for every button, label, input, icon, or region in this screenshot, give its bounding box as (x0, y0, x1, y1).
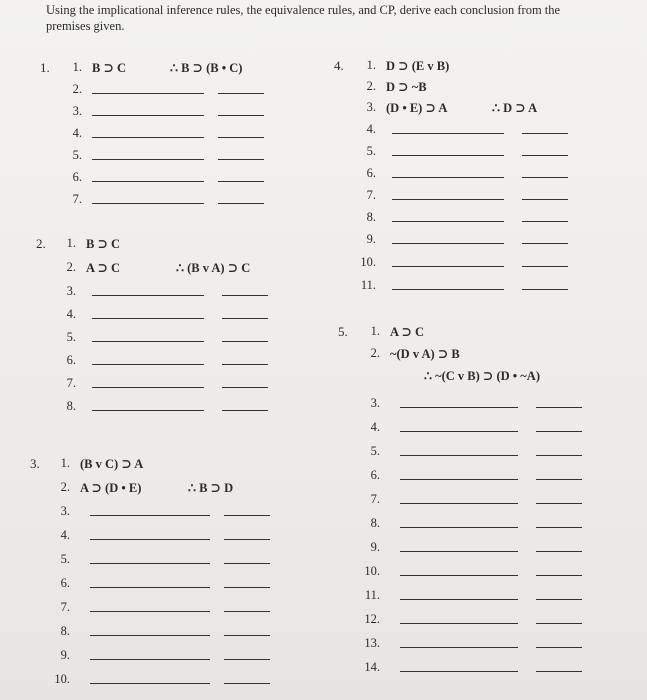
statement-blank[interactable] (92, 181, 204, 182)
statement-blank[interactable] (400, 503, 518, 504)
premise: ~(D v A) ⊃ B (390, 347, 460, 361)
problem-number: 3. (30, 456, 40, 471)
justification-blank[interactable] (222, 318, 268, 319)
statement-blank[interactable] (392, 221, 504, 222)
conclusion: ∴ D ⊃ A (492, 101, 538, 115)
statement-blank[interactable] (400, 575, 518, 576)
justification-blank[interactable] (224, 659, 270, 660)
line-number: 7. (366, 188, 376, 202)
conclusion: ∴ ~(C v B) ⊃ (D • ~A) (424, 369, 540, 383)
line-number: 4. (66, 307, 76, 321)
line-number: 10. (54, 672, 70, 686)
line-number: 8. (60, 624, 70, 638)
statement-blank[interactable] (90, 659, 210, 660)
line-number: 6. (366, 166, 376, 180)
line-number: 4. (72, 126, 82, 140)
justification-blank[interactable] (536, 599, 582, 600)
justification-blank[interactable] (522, 266, 568, 267)
line-number: 1. (60, 456, 70, 470)
statement-blank[interactable] (90, 683, 210, 684)
justification-blank[interactable] (222, 364, 268, 365)
premise: A ⊃ C (390, 325, 425, 339)
line-number: 3. (370, 396, 380, 410)
line-number: 5. (66, 330, 76, 344)
justification-blank[interactable] (224, 611, 270, 612)
line-number: 9. (366, 232, 376, 246)
justification-blank[interactable] (218, 93, 264, 94)
line-number: 2. (60, 480, 70, 494)
premise: A ⊃ (D • E) (80, 481, 142, 495)
statement-blank[interactable] (92, 295, 204, 296)
statement-blank[interactable] (90, 635, 210, 636)
line-number: 10. (360, 255, 376, 269)
justification-blank[interactable] (224, 563, 270, 564)
line-number: 13. (364, 636, 380, 650)
justification-blank[interactable] (522, 177, 568, 178)
line-number: 7. (370, 492, 380, 506)
justification-blank[interactable] (522, 289, 568, 290)
conclusion: ∴ B ⊃ D (188, 481, 234, 495)
justification-blank[interactable] (218, 181, 264, 182)
line-number: 7. (60, 600, 70, 614)
line-number: 5. (366, 144, 376, 158)
premise: B ⊃ C (86, 237, 121, 251)
problem-number: 4. (334, 58, 344, 73)
statement-blank[interactable] (90, 539, 210, 540)
line-number: 1. (366, 58, 376, 72)
line-number: 2. (72, 82, 82, 96)
line-number: 3. (366, 100, 376, 114)
statement-blank[interactable] (92, 159, 204, 160)
justification-blank[interactable] (536, 623, 582, 624)
premise: A ⊃ C (86, 261, 121, 275)
statement-blank[interactable] (400, 527, 518, 528)
line-number: 8. (366, 210, 376, 224)
justification-blank[interactable] (522, 221, 568, 222)
line-number: 2. (366, 79, 376, 93)
statement-blank[interactable] (400, 599, 518, 600)
premise: (B v C) ⊃ A (80, 457, 144, 471)
justification-blank[interactable] (218, 115, 264, 116)
justification-blank[interactable] (222, 387, 268, 388)
premise: D ⊃ (E v B) (386, 59, 450, 73)
justification-blank[interactable] (224, 635, 270, 636)
line-number: 3. (72, 104, 82, 118)
justification-blank[interactable] (536, 575, 582, 576)
premise: D ⊃ ~B (386, 80, 427, 94)
statement-blank[interactable] (392, 289, 504, 290)
line-number: 5. (370, 444, 380, 458)
justification-blank[interactable] (536, 479, 582, 480)
line-number: 5. (60, 552, 70, 566)
justification-blank[interactable] (536, 503, 582, 504)
justification-blank[interactable] (536, 551, 582, 552)
statement-blank[interactable] (400, 623, 518, 624)
problem-number: 5. (338, 324, 348, 339)
line-number: 5. (72, 148, 82, 162)
statement-blank[interactable] (90, 611, 210, 612)
justification-blank[interactable] (522, 199, 568, 200)
justification-blank[interactable] (224, 539, 270, 540)
premise: B ⊃ C (92, 61, 127, 75)
statement-blank[interactable] (92, 318, 204, 319)
statement-blank[interactable] (400, 479, 518, 480)
justification-blank[interactable] (218, 137, 264, 138)
line-number: 14. (364, 660, 380, 674)
conclusion: ∴ (B v A) ⊃ C (176, 261, 251, 275)
statement-blank[interactable] (90, 515, 210, 516)
statement-blank[interactable] (392, 199, 504, 200)
line-number: 11. (360, 278, 376, 292)
justification-blank[interactable] (536, 647, 582, 648)
line-number: 9. (370, 540, 380, 554)
instructions: Using the implicational inference rules, the equivalence rules, and CP, derive each conclusion from the premises given. (46, 3, 561, 33)
premise: (D • E) ⊃ A (386, 101, 448, 115)
statement-blank[interactable] (400, 647, 518, 648)
line-number: 1. (72, 60, 82, 74)
statement-blank[interactable] (400, 455, 518, 456)
statement-blank[interactable] (92, 410, 204, 411)
line-number: 11. (364, 588, 380, 602)
justification-blank[interactable] (218, 203, 264, 204)
problem-number: 2. (36, 236, 46, 251)
justification-blank[interactable] (522, 155, 568, 156)
statement-blank[interactable] (92, 341, 204, 342)
statement-blank[interactable] (90, 587, 210, 588)
justification-blank[interactable] (224, 515, 270, 516)
statement-blank[interactable] (400, 671, 518, 672)
line-number: 7. (66, 376, 76, 390)
statement-blank[interactable] (392, 133, 504, 134)
line-number: 10. (364, 564, 380, 578)
line-number: 2. (66, 260, 76, 274)
justification-blank[interactable] (224, 683, 270, 684)
justification-blank[interactable] (522, 133, 568, 134)
statement-blank[interactable] (92, 387, 204, 388)
line-number: 6. (72, 170, 82, 184)
line-number: 3. (66, 284, 76, 298)
justification-blank[interactable] (536, 407, 582, 408)
justification-blank[interactable] (536, 527, 582, 528)
statement-blank[interactable] (92, 137, 204, 138)
justification-blank[interactable] (536, 431, 582, 432)
problem-number: 1. (40, 60, 50, 75)
statement-blank[interactable] (392, 177, 504, 178)
justification-blank[interactable] (222, 410, 268, 411)
justification-blank[interactable] (218, 159, 264, 160)
justification-blank[interactable] (522, 243, 568, 244)
justification-blank[interactable] (536, 671, 582, 672)
line-number: 3. (60, 504, 70, 518)
justification-blank[interactable] (222, 295, 268, 296)
statement-blank[interactable] (392, 243, 504, 244)
justification-blank[interactable] (224, 587, 270, 588)
line-number: 2. (370, 346, 380, 360)
line-number: 4. (60, 528, 70, 542)
line-number: 1. (370, 324, 380, 338)
statement-blank[interactable] (92, 364, 204, 365)
line-number: 6. (66, 353, 76, 367)
statement-blank[interactable] (392, 266, 504, 267)
conclusion: ∴ B ⊃ (B • C) (170, 61, 243, 75)
statement-blank[interactable] (92, 115, 204, 116)
line-number: 8. (370, 516, 380, 530)
statement-blank[interactable] (92, 203, 204, 204)
justification-blank[interactable] (536, 455, 582, 456)
justification-blank[interactable] (222, 341, 268, 342)
line-number: 9. (60, 648, 70, 662)
line-number: 4. (370, 420, 380, 434)
statement-blank[interactable] (392, 155, 504, 156)
line-number: 12. (364, 612, 380, 626)
line-number: 6. (60, 576, 70, 590)
line-number: 1. (66, 236, 76, 250)
line-number: 8. (66, 399, 76, 413)
line-number: 4. (366, 122, 376, 136)
statement-blank[interactable] (400, 551, 518, 552)
statement-blank[interactable] (400, 431, 518, 432)
line-number: 6. (370, 468, 380, 482)
statement-blank[interactable] (92, 93, 204, 94)
statement-blank[interactable] (400, 407, 518, 408)
statement-blank[interactable] (90, 563, 210, 564)
line-number: 7. (72, 192, 82, 206)
